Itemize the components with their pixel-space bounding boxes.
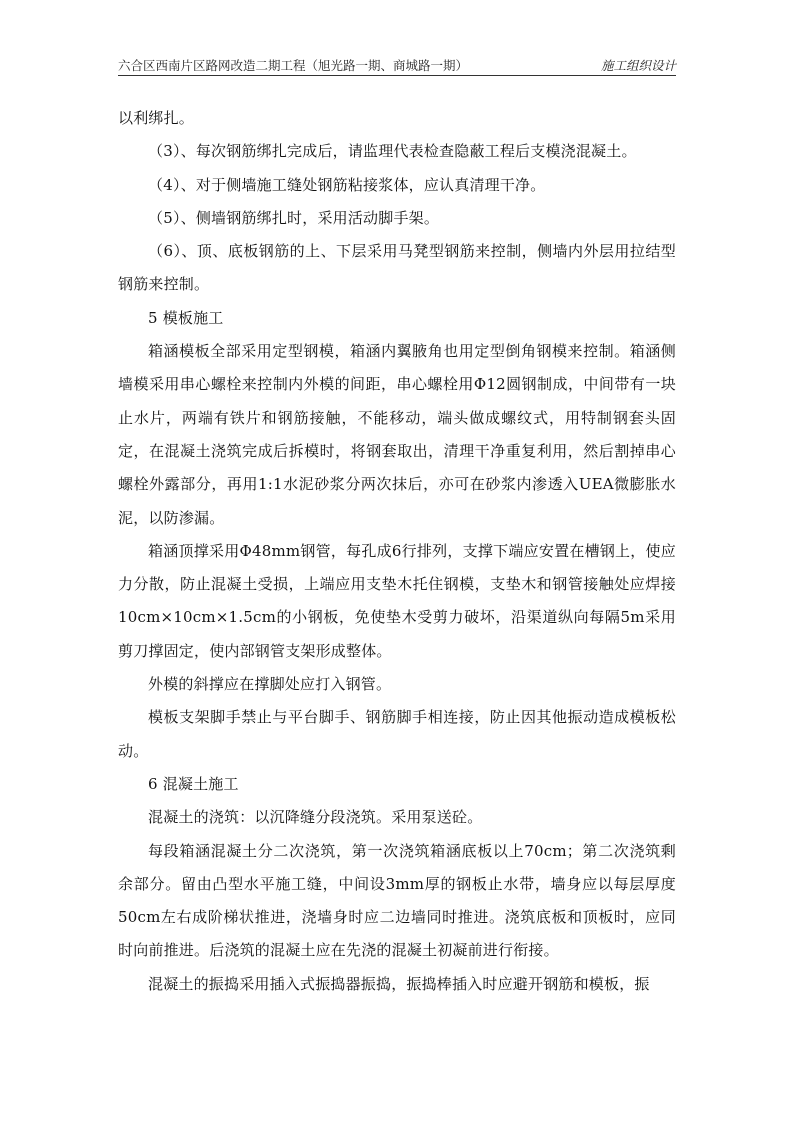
paragraph: 外模的斜撑应在撑脚处应打入钢管。 [148,675,392,694]
header-divider [118,75,676,76]
document-body [118,102,676,1001]
list-item-6: （6）、顶、底板钢筋的上、下层采用马凳型钢筋来控制，侧墙内外层用拉结型钢筋来控制。 [118,242,676,294]
list-item-4: （4）、对于侧墙施工缝处钢筋粘接浆体，应认真清理干净。 [148,175,546,194]
paragraph: 每段箱涵混凝土分二次浇筑，第一次浇筑箱涵底板以上70cm；第二次浇筑剩余部分。留由凸型水平施工缝，中间设3mm厚的钢板止水带，墙身应以每层厚度50cm左右成阶梯状推进，浇墙身时应二边墙同时推进。浇筑底板和顶板时，应同时向前推进。后浇筑的混凝土应在先浇的混凝土初凝前进行衔接。 [118,841,676,960]
paragraph: 箱涵模板全部采用定型钢模，箱涵内翼腋角也用定型倒角钢模来控制。箱涵侧墙模采用串心螺栓来控制内外模的间距，串心螺栓用Φ12圆钢制成，中间带有一块止水片，两端有铁片和钢筋接触，不能移动，端头做成螺纹式，用特制钢套头固定，在混凝土浇筑完成后拆模时，将钢套取出，清理干净重复利用，然后割掉串心螺栓外露部分，再用1:1水泥砂浆分两次抹后，亦可在砂浆内渗透入UEA微膨胀水泥，以防渗漏。 [118,342,676,527]
paragraph: 混凝土的振捣采用插入式振捣器振捣，振捣棒插入时应避开钢筋和模板，振 [148,974,650,993]
section-heading-formwork: 5 模板施工 [148,308,224,327]
paragraph: 以利绑扎。 [118,109,195,127]
header-document-type: 施工组织设计 [600,58,676,73]
paragraph: 箱涵顶撑采用Φ48mm钢管，每孔成6行排列，支撑下端应安置在槽钢上，使应力分散，防止混凝土受损，上端应用支垫木托住钢模，支垫木和钢管接触处应焊接10cm×10cm×1.5cm的小钢板，免使垫木受剪力破坏，沿渠道纵向每隔5m采用剪刀撑固定，使内部钢管支架形成整体。 [118,541,676,660]
list-item-3: （3）、每次钢筋绑扎完成后，请监理代表检查隐蔽工程后支模浇混凝土。 [148,142,637,161]
header-project-title: 六合区西南片区路网改造二期工程（旭光路一期、商城路一期） [118,58,469,73]
section-heading-concrete: 6 混凝土施工 [148,774,239,793]
list-item-5: （5）、侧墙钢筋绑扎时，采用活动脚手架。 [148,208,440,227]
paragraph: 模板支架脚手禁止与平台脚手、钢筋脚手相连接，防止因其他振动造成模板松动。 [118,708,676,760]
paragraph: 混凝土的浇筑：以沉降缝分段浇筑。采用泵送砼。 [148,808,483,827]
page-header [118,56,676,76]
